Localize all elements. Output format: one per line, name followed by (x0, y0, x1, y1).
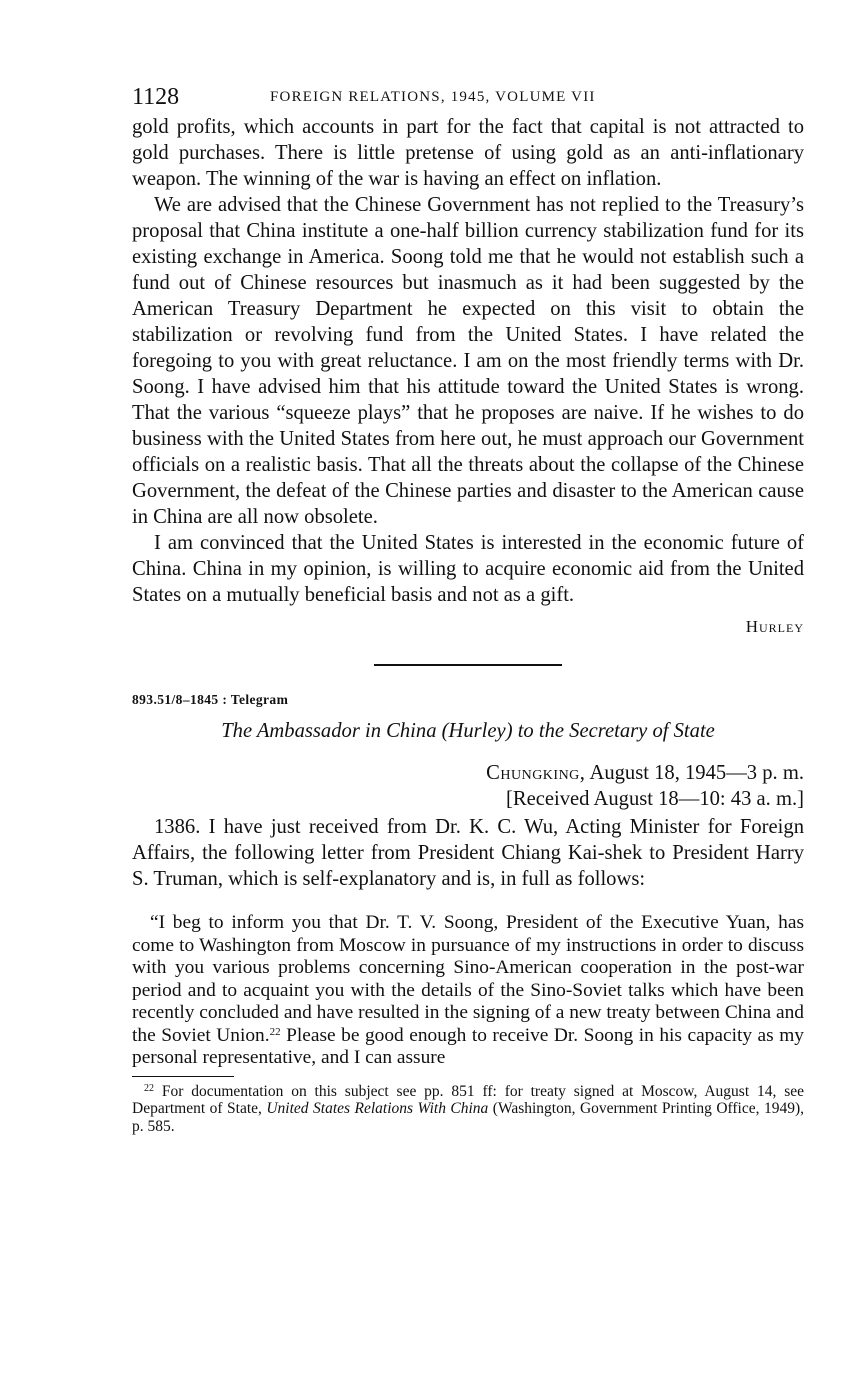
quoted-letter-part1: “I beg to inform you that Dr. T. V. Soong, President of the Executive Yuan, has come to Washington from Moscow in pursuance of my instructions in order to discuss with you various problems concerning Sino-American cooperation in the post-war period and to acquaint you with the details of the Sino-Soviet talks which have been recently concluded and have resulted in the signing of a new treaty between China and the Soviet Union. (132, 912, 804, 1046)
footnote-text-after: (Washington, Government Printing Office, 1949), p. 585. (132, 1100, 804, 1135)
footnote-text-before: For documentation on this subject see pp. 851 ff: for treaty signed at Moscow, August 14, see Department of State, (132, 1082, 804, 1117)
quoted-letter (132, 912, 804, 1070)
running-title: FOREIGN RELATIONS, 1945, VOLUME VII (270, 89, 596, 105)
file-number: 893.51/8–1845 : Telegram (132, 692, 289, 707)
signature: Hurley (745, 617, 804, 636)
footnote-marker: 22 (144, 1082, 154, 1094)
dateline-date: August 18, 1945—3 p. m. (585, 762, 804, 784)
paragraph-economic-future: I am convinced that the United States is interested in the economic future of China. China in my opinion, is willing to acquire economic aid from the United States on a mutually beneficial basis and not as a gift. (132, 532, 804, 606)
page-number: 1128 (132, 84, 180, 110)
paragraph-continuation: gold profits, which accounts in part for the fact that capital is not attracted to gold purchases. There is little pretense of using gold as an anti-inflationary weapon. The winning of the war is having an effect on inflation. (132, 116, 804, 190)
dateline-place: Chungking, (486, 762, 586, 784)
document-heading: The Ambassador in China (Hurley) to the Secretary of State (221, 720, 715, 742)
dateline (132, 760, 804, 812)
running-head (132, 80, 804, 114)
dateline-sent (132, 760, 804, 786)
quoted-letter-part2: Please be good enough to receive Dr. Soong in his capacity as my personal representative, and I can assure (132, 1024, 805, 1068)
footnote-divider (132, 1076, 234, 1077)
telegram-intro: 1386. I have just received from Dr. K. C. Wu, Acting Minister for Foreign Affairs, the following letter from President Chiang Kai-shek to President Harry S. Truman, which is self-explanatory and is, in full as follows: (132, 816, 804, 890)
footnote (132, 1083, 804, 1136)
dateline-received: [Received August 18—10: 43 a. m.] (506, 788, 804, 810)
document-page (132, 80, 804, 1135)
section-divider (374, 664, 562, 666)
footnote-reference: 22 (269, 1025, 281, 1038)
paragraph-treasury-proposal: We are advised that the Chinese Government has not replied to the Treasury’s proposal that China institute a one-half billion currency stabilization fund for its existing exchange in America. Soong told me that he would not establish such a fund out of Chinese resources but inasmuch as it had been suggested by the American Treasury Department he expected on this visit to obtain the stabilization or revolving fund from the United States. I have related the foregoing to you with great reluctance. I am on the most friendly terms with Dr. Soong. I have advised him that his attitude toward the United States is wrong. That the various “squeeze plays” that he proposes are naive. If he wishes to do business with the United States from here out, he must approach our Government officials on a realistic basis. That all the threats about the collapse of the Chinese Government, the defeat of the Chinese parties and disaster to the American cause in China are all now obsolete. (132, 194, 804, 528)
footnote-italic-title: United States Relations With China (266, 1100, 489, 1117)
